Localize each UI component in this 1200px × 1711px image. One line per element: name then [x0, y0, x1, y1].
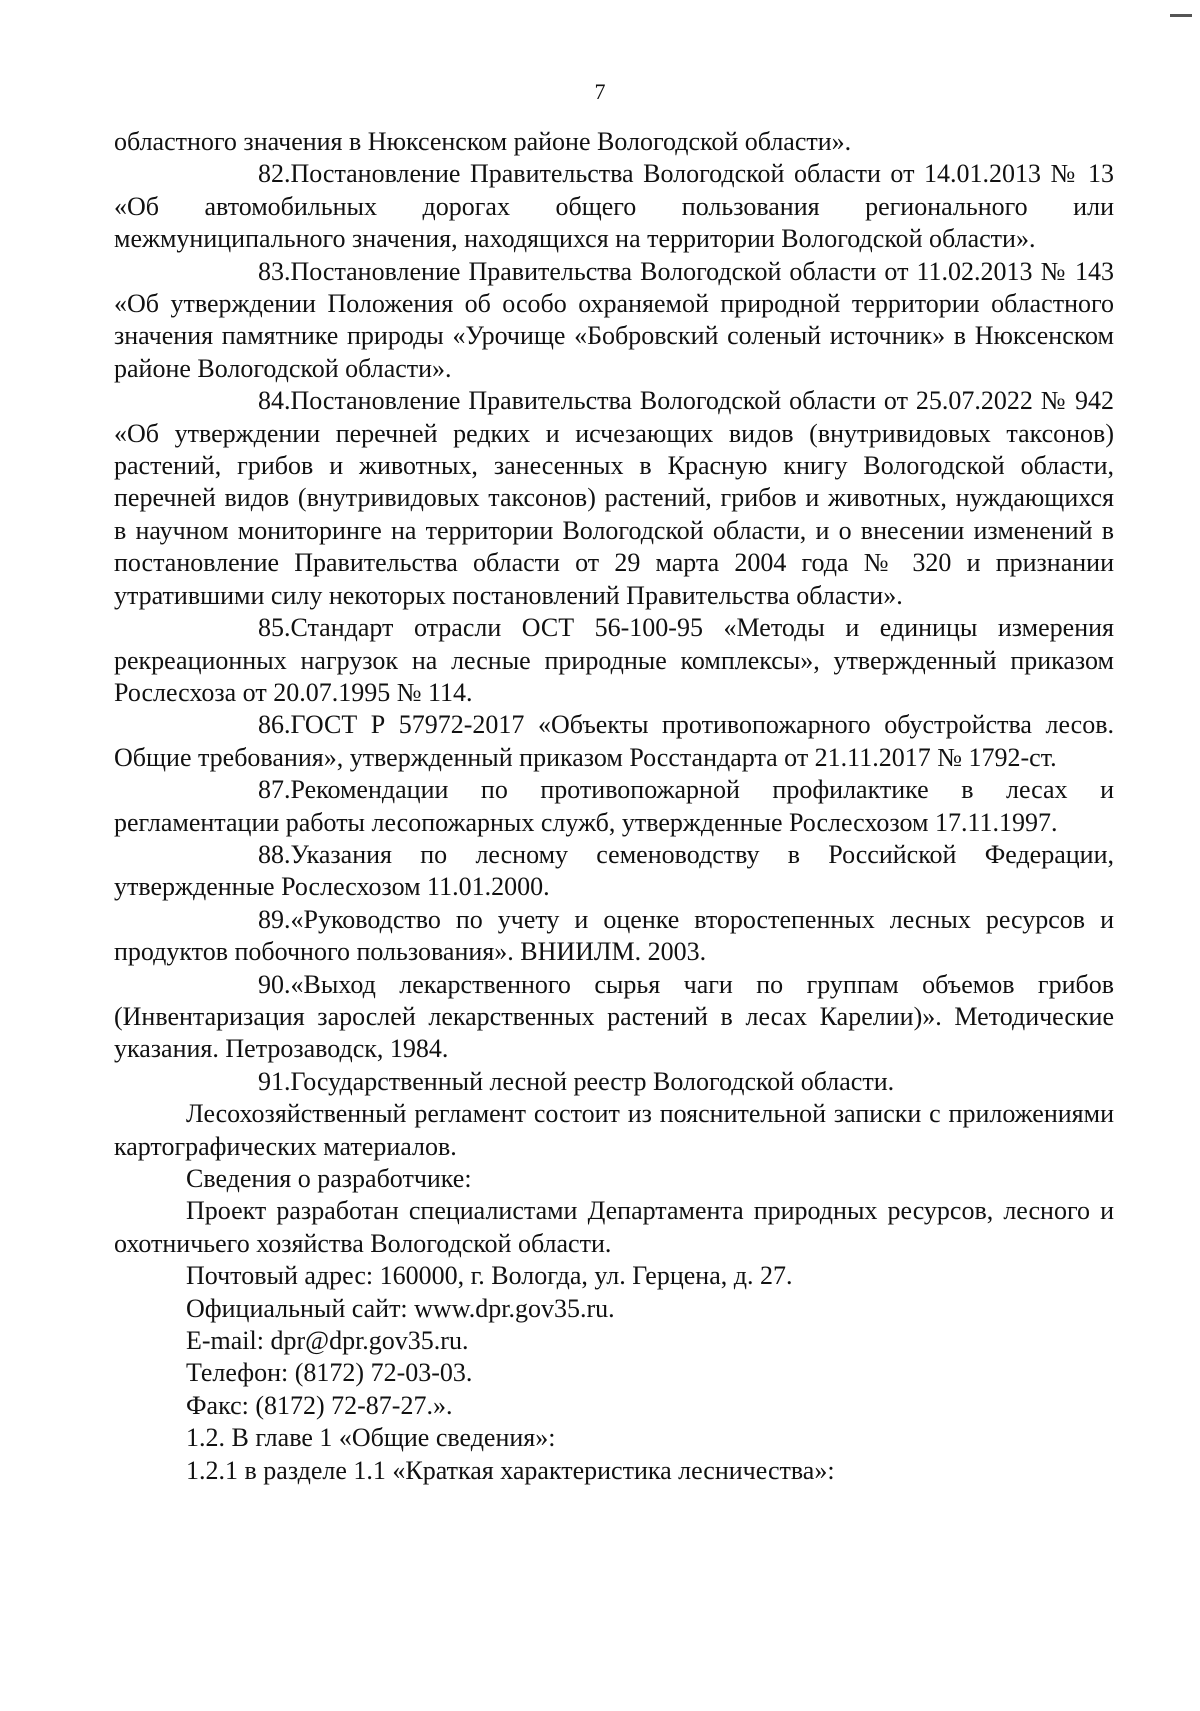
list-item-number: 86.	[258, 710, 291, 740]
list-item-text: Стандарт отрасли ОСТ 56-100-95 «Методы и единицы измерения рекреационных нагрузок на лесные природные комплексы», утвержденный приказом Рослесхоза от 20.07.1995 № 114.	[114, 613, 1114, 707]
list-item-text: Постановление Правительства Вологодской области от 11.02.2013 № 143 «Об утверждении Положения об особо охраняемой природной территории областного значения памятнике природы «Урочище «Бобровский соленый источник» в Нюксенском районе Вологодской области».	[114, 256, 1114, 383]
text-paragraph: Официальный сайт: www.dpr.gov35.ru.	[186, 1293, 615, 1323]
text-paragraph: Факс: (8172) 72-87-27.».	[186, 1390, 453, 1420]
list-item-number: 87.	[258, 775, 291, 805]
list-item-text: Рекомендации по противопожарной профилактике в лесах и регламентации работы лесопожарных служб, утвержденные Рослесхозом 17.11.1997.	[114, 775, 1114, 837]
text-paragraph: E-mail: dpr@dpr.gov35.ru.	[186, 1326, 469, 1356]
list-item	[114, 158, 1114, 255]
list-item-number: 84.	[258, 386, 291, 416]
list-item	[114, 256, 1114, 386]
list-item-text: Государственный лесной реестр Вологодской области.	[290, 1066, 895, 1096]
list-item-number: 82.	[258, 159, 291, 189]
text-paragraph: Почтовый адрес: 160000, г. Вологда, ул. Герцена, д. 27.	[186, 1261, 793, 1291]
text-paragraph: Сведения о разработчике:	[186, 1164, 472, 1193]
continuation-paragraph: областного значения в Нюксенском районе Вологодской области».	[114, 127, 852, 156]
list-item-number: 83.	[258, 256, 291, 286]
text-paragraph: 1.2. В главе 1 «Общие сведения»:	[186, 1423, 556, 1453]
list-item-text: Указания по лесному семеноводству в Российской Федерации, утвержденные Рослесхозом 11.01.2000.	[114, 839, 1114, 902]
list-item-text: Постановление Правительства Вологодской области от 25.07.2022 № 942 «Об утверждении перечней редких и исчезающих видов (внутривидовых таксонов) растений, грибов и животных, занесенных в Красную книгу Вологодской области, перечней видов (внутривидовых таксонов) растений, грибов и животных, нуждающихся в научном мониторинге на территории Вологодской области, и о внесении изменений в постановление Правительства области от 29 марта 2004 года № 320 и признании утратившими силу некоторых постановлений Правительства области».	[114, 386, 1114, 610]
text-paragraph: Проект разработан специалистами Департамента природных ресурсов, лесного и охотничьего хозяйства Вологодской области.	[114, 1196, 1114, 1258]
list-item	[114, 839, 1114, 904]
list-item	[114, 709, 1114, 774]
list-item-text: «Выход лекарственного сырья чаги по группам объемов грибов (Инвентаризация зарослей лекарственных растений в лесах Карелии)». Методические указания. Петрозаводск, 1984.	[114, 969, 1114, 1064]
list-item-text: ГОСТ Р 57972-2017 «Объекты противопожарного обустройства лесов. Общие требования», утвержденный приказом Росстандарта от 21.11.2017 № 1792-ст.	[114, 710, 1114, 772]
list-item-number: 89.	[258, 904, 291, 934]
list-item-number: 91.	[258, 1066, 291, 1096]
list-item	[114, 969, 1114, 1066]
scan-artifact-mark	[1170, 14, 1192, 17]
list-item	[114, 904, 1114, 969]
list-item-number: 85.	[258, 613, 291, 643]
list-item-text: Постановление Правительства Вологодской области от 14.01.2013 № 13 «Об автомобильных дорогах общего пользования регионального или межмуниципального значения, находящихся на территории Вологодской области».	[114, 159, 1114, 254]
list-item-number: 88.	[258, 839, 291, 869]
document-body	[114, 126, 1114, 1487]
list-item	[114, 385, 1114, 612]
list-item-number: 90.	[258, 969, 291, 999]
text-paragraph: Телефон: (8172) 72-03-03.	[186, 1358, 473, 1388]
list-item	[114, 774, 1114, 839]
text-paragraph: Лесохозяйственный регламент состоит из пояснительной записки с приложениями картографических материалов.	[114, 1099, 1114, 1161]
text-paragraph: 1.2.1 в разделе 1.1 «Краткая характеристика лесничества»:	[186, 1455, 835, 1485]
page-number: 7	[594, 79, 606, 104]
list-item	[114, 612, 1114, 709]
list-item-text: «Руководство по учету и оценке второстепенных лесных ресурсов и продуктов побочного пользования». ВНИИЛМ. 2003.	[114, 904, 1114, 967]
list-item	[114, 1066, 1114, 1098]
